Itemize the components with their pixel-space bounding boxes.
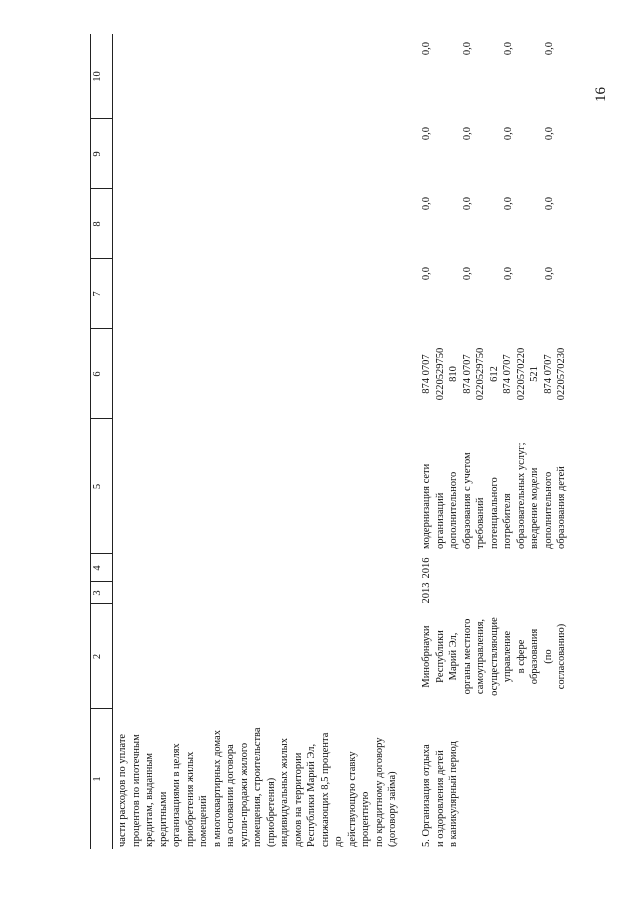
row2-col10-value: 0,0 — [503, 42, 514, 56]
page-number: 16 — [593, 87, 609, 102]
row2-col7-value: 0,0 — [503, 267, 514, 281]
text-line: образования — [529, 628, 540, 685]
text-line: модернизация сети — [421, 463, 432, 549]
text-line: 874 0707 — [502, 354, 513, 394]
text-line: индивидуальных жилых — [279, 738, 290, 847]
text-line: образовательных услуг; — [515, 442, 527, 549]
text-line: организациями в целях — [171, 743, 182, 847]
row2-col7-value: 0,0 — [544, 267, 555, 281]
text-line: помещений — [198, 795, 209, 847]
row2-col8-value: 0,0 — [544, 197, 555, 211]
text-line: органы местного — [461, 618, 473, 695]
text-line: дополнительного — [542, 471, 554, 549]
text-line: (договору займа) — [387, 771, 398, 847]
text-line: 874 0707 — [421, 354, 432, 394]
text-line: в многоквартирных домах — [211, 730, 223, 847]
text-line: действующую ставку — [346, 751, 358, 847]
text-line: по кредитному договору — [373, 737, 385, 847]
row1-col1 — [116, 711, 400, 847]
header-col-5: 5 — [92, 483, 103, 490]
text-line: Марий Эл, — [448, 632, 459, 681]
text-line: 521 — [529, 366, 540, 382]
header-col-1: 1 — [92, 776, 103, 782]
text-line: части расходов по уплате — [117, 733, 128, 847]
row2-col8-value: 0,0 — [421, 197, 432, 211]
table-border-top — [112, 34, 113, 849]
row2-col10-value: 0,0 — [462, 42, 473, 56]
row2-col8-value: 0,0 — [462, 197, 473, 211]
table-header-border — [90, 34, 91, 849]
text-line: и оздоровления детей — [434, 750, 446, 847]
header-col-2: 2 — [92, 653, 103, 660]
text-line: 612 — [488, 366, 500, 382]
text-line: процентов по ипотечным — [130, 734, 142, 847]
text-line: на основании договора — [225, 744, 236, 847]
text-line: потенциального — [488, 477, 500, 549]
row2-col10-value: 0,0 — [544, 42, 555, 56]
header-col-3: 3 — [92, 590, 103, 596]
text-line: организаций — [434, 492, 446, 549]
text-line: дополнительного — [448, 471, 459, 549]
text-line: самоуправления, — [475, 618, 486, 695]
text-line: 874 0707 — [542, 354, 554, 394]
text-line: в сфере — [515, 639, 527, 674]
text-line: осуществляющие — [488, 617, 500, 696]
header-col-7: 7 — [92, 291, 103, 297]
text-line: в каникулярный период — [448, 741, 459, 847]
text-line: 810 — [448, 366, 459, 382]
header-col-9: 9 — [92, 151, 103, 157]
text-line: 5. Организация отдыха — [421, 744, 432, 847]
text-line: требований — [475, 497, 486, 549]
text-line: (приобретения) — [265, 777, 277, 847]
text-line: 0220570220 — [515, 347, 527, 401]
row2-col9-value: 0,0 — [421, 127, 432, 141]
row2-col2 — [420, 604, 569, 709]
row2-col7-value: 0,0 — [421, 267, 432, 281]
header-col-8: 8 — [92, 221, 103, 227]
rotated-table — [92, 34, 622, 849]
row2-col6-budget-codes — [420, 333, 569, 415]
row2-col4-end-year: 2016 — [421, 557, 432, 579]
text-line: до — [333, 836, 344, 847]
text-line: кредитам, выданным — [144, 752, 155, 847]
row2-col9-value: 0,0 — [544, 127, 555, 141]
row2-col8-value: 0,0 — [503, 197, 514, 211]
text-line: снижающих 8,5 процента — [319, 732, 331, 847]
text-line: кредитными — [157, 791, 169, 847]
header-col-4: 4 — [92, 565, 103, 571]
text-line: Республики — [434, 630, 446, 683]
row2-col3-start-year: 2013 — [421, 582, 432, 604]
text-line: образования с учетом — [461, 452, 473, 549]
row2-col9-value: 0,0 — [503, 127, 514, 141]
text-line: 0220570230 — [556, 347, 567, 401]
text-line: домов на территории — [292, 752, 304, 847]
text-line: процентную — [360, 791, 371, 847]
text-line: образования детей — [556, 466, 567, 549]
text-line: внедрение модели — [529, 467, 540, 549]
text-line: согласованию) — [556, 623, 567, 690]
text-line: Минобрнауки — [421, 625, 432, 688]
row2-col10-value: 0,0 — [421, 42, 432, 56]
text-line: приобретения жилых — [184, 751, 196, 847]
text-line: помещения, строительства — [252, 727, 263, 847]
text-line: (по — [542, 649, 554, 664]
text-line: 874 0707 — [461, 354, 473, 394]
text-line: 0220529750 — [475, 347, 486, 401]
header-col-10: 10 — [92, 71, 103, 82]
text-line: 0220529750 — [434, 347, 446, 401]
row2-col5 — [420, 423, 569, 549]
header-col-6: 6 — [92, 371, 103, 377]
text-line: Республики Марий Эл, — [306, 743, 317, 847]
text-line: потребителя — [502, 493, 513, 549]
text-line: управление — [502, 630, 513, 683]
text-line: купли-продажи жилого — [238, 742, 250, 847]
row2-col1 — [420, 711, 461, 847]
row2-col7-value: 0,0 — [462, 267, 473, 281]
row2-col9-value: 0,0 — [462, 127, 473, 141]
